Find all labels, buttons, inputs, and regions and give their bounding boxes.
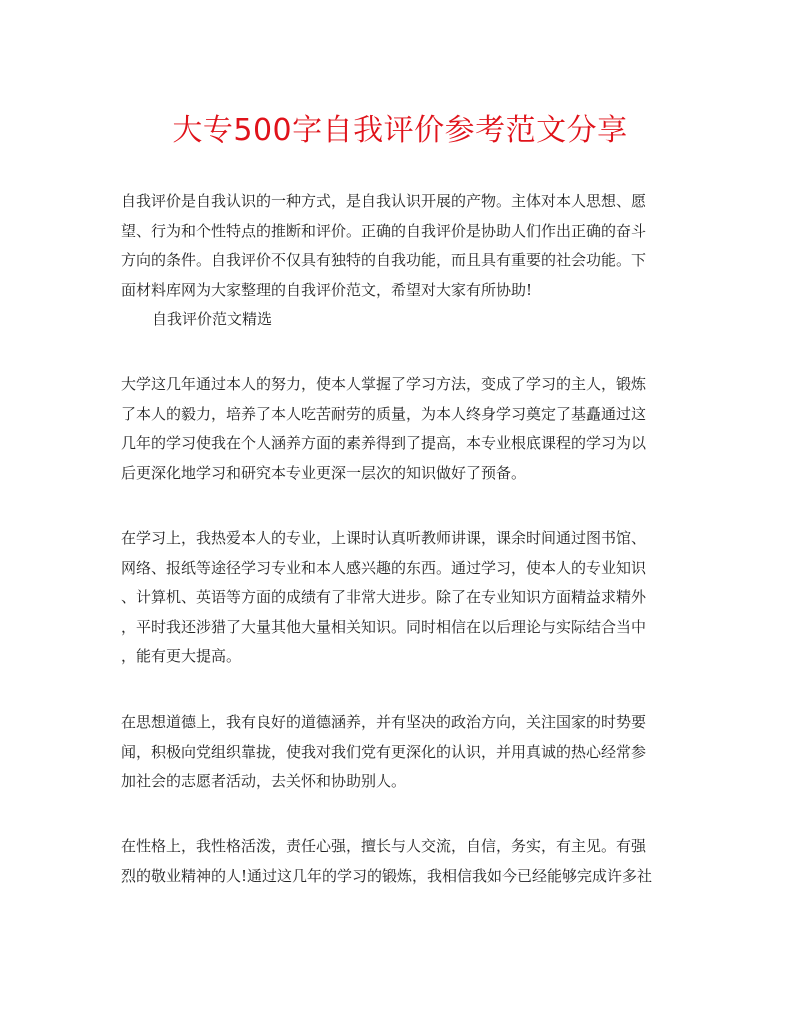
intro-paragraph [121, 187, 681, 335]
paragraph-line: 加社会的志愿者活动，去关怀和协助别人。 [121, 772, 407, 791]
paragraph-line: 、计算机、英语等方面的成绩有了非常大进步。除了在专业知识方面精益求精外 [121, 588, 647, 607]
paragraph-line: 后更深化地学习和研究本专业更深一层次的知识做好了预备。 [121, 463, 527, 482]
paragraph-line: 了本人的毅力，培养了本人吃苦耐劳的质量，为本人终身学习奠定了基矗通过这 [121, 404, 647, 423]
paragraph-learning [121, 524, 681, 672]
intro-line: 自我评价是自我认识的一种方式，是自我认识开展的产物。主体对本人思想、愿 [121, 192, 647, 210]
paragraph-line: 闻，积极向党组织靠拢，使我对我们党有更深化的认识，并用真诚的热心经常参 [121, 742, 647, 761]
intro-line: 望、行为和个性特点的推断和评价。正确的自我评价是协助人们作出正确的奋斗 [121, 221, 647, 240]
intro-line: 方向的条件。自我评价不仅具有独特的自我功能，而且具有重要的社会功能。下 [121, 251, 647, 270]
paragraph-line: 在性格上，我性格活泼，责任心强，擅长与人交流，自信，务实，有主见。有强 [121, 837, 647, 855]
intro-line: 面材料库网为大家整理的自我评价范文，希望对大家有所协助! [121, 280, 533, 299]
paragraph-line: 几年的学习使我在个人涵养方面的素养得到了提高，本专业根底课程的学习为以 [121, 434, 647, 453]
paragraph-line: 烈的敬业精神的人!通过这几年的学习的锻炼，我相信我如今已经能够完成许多社 [121, 866, 653, 885]
paragraph-personality [121, 832, 681, 891]
document-title: 大专500字自我评价参考范文分享 [172, 113, 628, 148]
paragraph-line: ，能有更大提高。 [121, 647, 242, 666]
paragraph-line: 大学这几年通过本人的努力，使本人掌握了学习方法，变成了学习的主人，锻炼 [121, 375, 647, 393]
paragraph-line: ，平时我还涉猎了大量其他大量相关知识。同时相信在以后理论与实际结合当中 [121, 617, 647, 636]
paragraph-study-years [121, 370, 681, 488]
paragraph-morality [121, 708, 681, 797]
section-heading: 自我评价范文精选 [152, 310, 273, 329]
paragraph-line: 在学习上，我热爱本人的专业，上课时认真听教师讲课，课余时间通过图书馆、 [121, 529, 647, 547]
paragraph-line: 网络、报纸等途径学习专业和本人感兴趣的东西。通过学习，使本人的专业知识 [121, 558, 647, 577]
paragraph-line: 在思想道德上，我有良好的道德涵养，并有坚决的政治方向，关注国家的时势要 [121, 713, 647, 731]
